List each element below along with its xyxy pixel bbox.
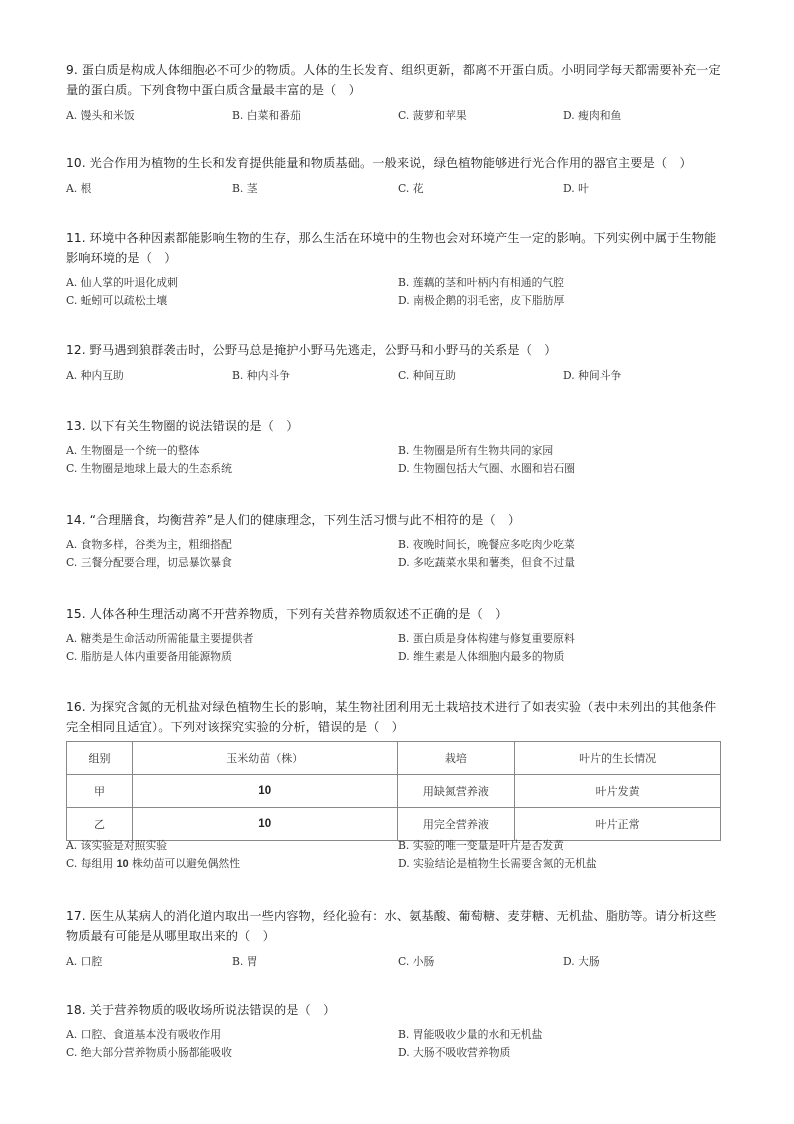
option-a[interactable]: A. 种内互助 xyxy=(66,369,124,382)
option-a[interactable]: A. 仙人掌的叶退化成刺 xyxy=(66,276,178,289)
question-stem: 18. 关于营养物质的吸收场所说法错误的是（ ） xyxy=(66,1003,336,1017)
cell-group: 乙 xyxy=(67,808,133,841)
options xyxy=(66,108,726,126)
header-leaf-growth: 叶片的生长情况 xyxy=(515,742,721,775)
option-c[interactable]: C. 三餐分配要合理，切忌暴饮暴食 xyxy=(66,556,232,569)
option-d[interactable]: D. 叶 xyxy=(563,182,589,195)
header-group: 组别 xyxy=(67,742,133,775)
option-c[interactable]: C. 菠萝和苹果 xyxy=(398,109,467,122)
cell-seedlings: 10 xyxy=(132,808,397,841)
option-d[interactable]: D. 南极企鹅的羽毛密，皮下脂肪厚 xyxy=(398,294,565,307)
header-cultivation: 栽培 xyxy=(397,742,515,775)
question-10 xyxy=(66,153,726,199)
question-15 xyxy=(66,604,726,667)
option-d[interactable]: D. 种间斗争 xyxy=(563,369,622,382)
option-d[interactable]: D. 大肠 xyxy=(563,955,600,968)
cell-leaf-growth: 叶片发黄 xyxy=(515,775,721,808)
question-stem: 11. 环境中各种因素都能影响生物的生存，那么生活在环境中的生物也会对环境产生一定的影响。下列实例中属于生物能影响环境的是（ ） xyxy=(66,231,717,265)
question-stem: 12. 野马遇到狼群袭击时，公野马总是掩护小野马先逃走，公野马和小野马的关系是（ ） xyxy=(66,343,557,357)
question-14 xyxy=(66,510,726,573)
table-row xyxy=(67,808,721,841)
question-17 xyxy=(66,906,726,972)
options xyxy=(66,954,726,972)
question-stem: 10. 光合作用为植物的生长和发育提供能量和物质基础。一般来说，绿色植物能够进行光合作用的器官主要是（ ） xyxy=(66,156,692,170)
option-c-prefix: C. 每组用 xyxy=(66,857,114,870)
option-a[interactable]: A. 糖类是生命活动所需能量主要提供者 xyxy=(66,632,254,645)
cell-leaf-growth: 叶片正常 xyxy=(515,808,721,841)
options xyxy=(66,838,726,874)
option-d[interactable]: D. 生物圈包括大气圈、水圈和岩石圈 xyxy=(398,462,576,475)
option-d[interactable]: D. 大肠不吸收营养物质 xyxy=(398,1046,511,1059)
question-stem: 13. 以下有关生物圈的说法错误的是（ ） xyxy=(66,419,299,433)
options xyxy=(66,181,726,199)
question-stem: 16. 为探究含氮的无机盐对绿色植物生长的影响，某生物社团利用无土栽培技术进行了如表实验（表中未列出的其他条件完全相同且适宜）。下列对该探究实验的分析，错误的是（ ） xyxy=(66,700,717,734)
option-c[interactable]: C. 绝大部分营养物质小肠都能吸收 xyxy=(66,1046,232,1059)
option-d[interactable]: D. 多吃蔬菜水果和薯类，但食不过量 xyxy=(398,556,576,569)
option-c[interactable]: C. 花 xyxy=(398,182,424,195)
question-stem: 17. 医生从某病人的消化道内取出一些内容物，经化验有：水、氨基酸、葡萄糖、麦芽糖、无机盐、脂肪等。请分析这些物质最有可能是从哪里取出来的（ ） xyxy=(66,909,717,943)
header-seedlings: 玉米幼苗（株） xyxy=(132,742,397,775)
option-c[interactable]: C. 种间互助 xyxy=(398,369,456,382)
option-b[interactable]: B. 蛋白质是身体构建与修复重要原料 xyxy=(398,632,575,645)
question-9 xyxy=(66,60,726,126)
option-b[interactable]: B. 生物圈是所有生物共同的家园 xyxy=(398,444,554,457)
option-c[interactable]: C. 脂肪是人体内重要备用能源物质 xyxy=(66,650,232,663)
question-12 xyxy=(66,340,726,386)
cell-cultivation: 用完全营养液 xyxy=(397,808,515,841)
question-13 xyxy=(66,416,726,479)
cell-cultivation: 用缺氮营养液 xyxy=(397,775,515,808)
option-d[interactable]: D. 实验结论是植物生长需要含氮的无机盐 xyxy=(398,857,597,870)
option-d[interactable]: D. 维生素是人体细胞内最多的物质 xyxy=(398,650,565,663)
option-b[interactable]: B. 茎 xyxy=(232,182,258,195)
option-a[interactable]: A. 口腔 xyxy=(66,955,103,968)
option-c[interactable]: C. 生物圈是地球上最大的生态系统 xyxy=(66,462,232,475)
option-a[interactable]: A. 食物多样，谷类为主，粗细搭配 xyxy=(66,538,232,551)
experiment-table xyxy=(66,741,721,841)
option-c[interactable]: C. 蚯蚓可以疏松土壤 xyxy=(66,294,168,307)
option-b[interactable]: B. 种内斗争 xyxy=(232,369,290,382)
table-row xyxy=(67,775,721,808)
option-d[interactable]: D. 瘦肉和鱼 xyxy=(563,109,622,122)
option-a[interactable]: A. 该实验是对照实验 xyxy=(66,839,168,852)
question-stem: 9. 蛋白质是构成人体细胞必不可少的物质。人体的生长发育、组织更新，都离不开蛋白质。小明同学每天都需要补充一定量的蛋白质。下列食物中蛋白质含量最丰富的是（ ） xyxy=(66,63,721,97)
option-a[interactable]: A. 生物圈是一个统一的整体 xyxy=(66,444,200,457)
option-b[interactable]: B. 莲藕的茎和叶柄内有相通的气腔 xyxy=(398,276,564,289)
option-c-number: 10 xyxy=(116,858,129,870)
options xyxy=(66,1027,726,1063)
question-11 xyxy=(66,228,726,311)
option-a[interactable]: A. 馒头和米饭 xyxy=(66,109,135,122)
cell-seedlings: 10 xyxy=(132,775,397,808)
option-c[interactable] xyxy=(66,856,240,871)
question-stem: 15. 人体各种生理活动离不开营养物质，下列有关营养物质叙述不正确的是（ ） xyxy=(66,607,508,621)
option-b[interactable]: B. 胃 xyxy=(232,955,258,968)
cell-group: 甲 xyxy=(67,775,133,808)
options xyxy=(66,631,726,667)
option-b[interactable]: B. 夜晚时间长，晚餐应多吃肉少吃菜 xyxy=(398,538,575,551)
question-stem: 14. “合理膳食，均衡营养”是人们的健康理念，下列生活习惯与此不相符的是（ ） xyxy=(66,513,521,527)
option-c[interactable]: C. 小肠 xyxy=(398,955,435,968)
question-18 xyxy=(66,1000,726,1063)
option-a[interactable]: A. 根 xyxy=(66,182,92,195)
option-b[interactable]: B. 白菜和番茄 xyxy=(232,109,301,122)
options xyxy=(66,275,726,311)
options xyxy=(66,368,726,386)
option-a[interactable]: A. 口腔、食道基本没有吸收作用 xyxy=(66,1028,222,1041)
options xyxy=(66,537,726,573)
option-c-suffix: 株幼苗可以避免偶然性 xyxy=(132,857,240,870)
question-16-options xyxy=(66,838,726,874)
table-header-row xyxy=(67,742,721,775)
question-16 xyxy=(66,697,726,737)
option-b[interactable]: B. 胃能吸收少量的水和无机盐 xyxy=(398,1028,543,1041)
options xyxy=(66,443,726,479)
option-b[interactable]: B. 实验的唯一变量是叶片是否发黄 xyxy=(398,839,564,852)
